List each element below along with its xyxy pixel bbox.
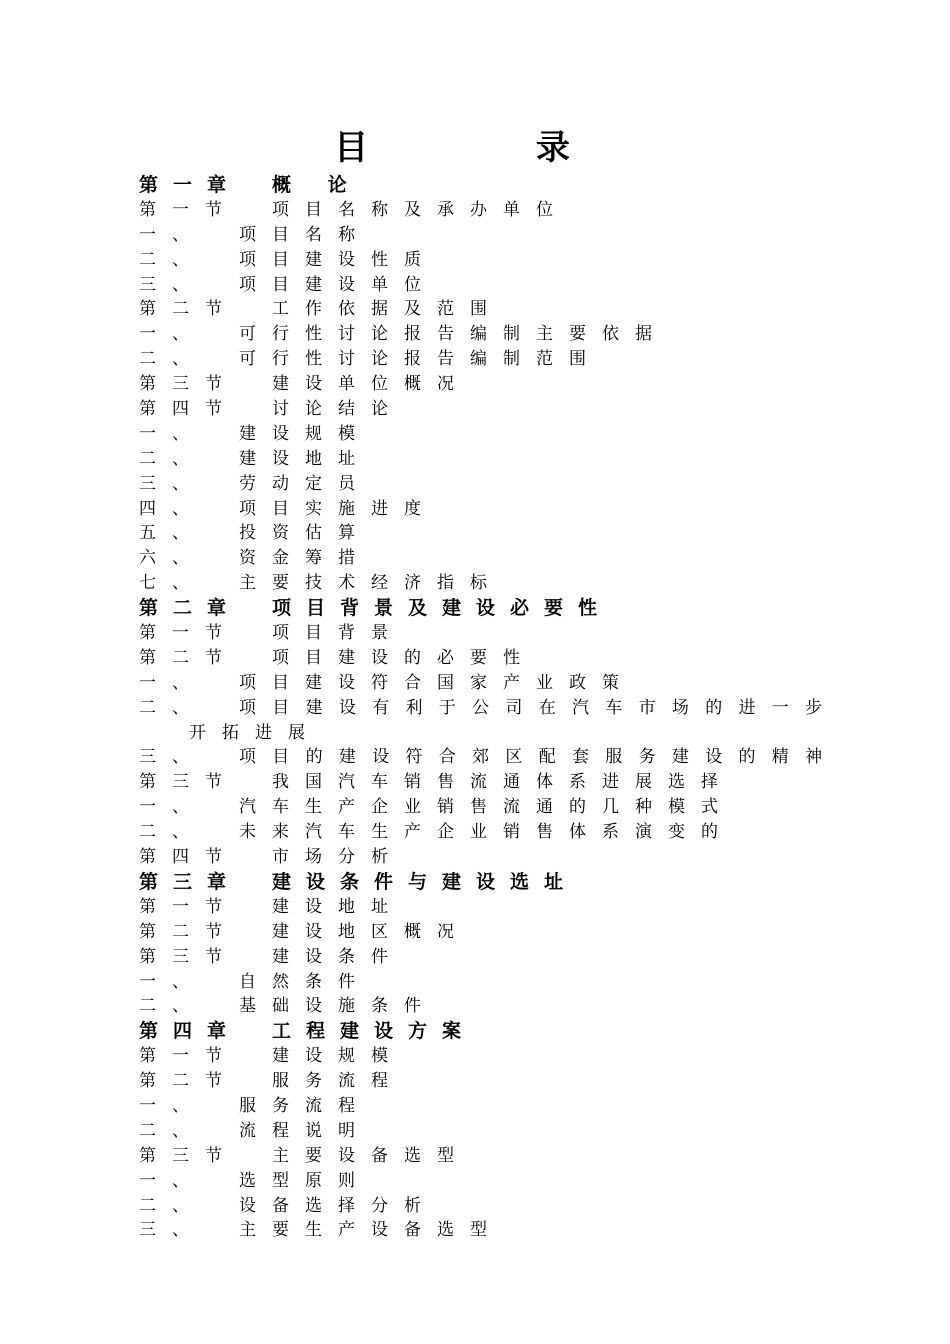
toc-entry-text: 资金筹措 — [239, 548, 371, 569]
toc-entry-label: 二、 — [139, 349, 205, 370]
toc-entry-text: 项目的建设符合郊区配套服务建设的精神 — [239, 747, 839, 768]
toc-entry-label: 第三节 — [139, 946, 238, 967]
toc-entry-text: 市场分析 — [272, 847, 404, 868]
toc-entry-continuation — [139, 721, 859, 746]
toc-entry-label: 三、 — [139, 1220, 205, 1241]
toc-entry-text: 主要技术经济指标 — [239, 573, 503, 594]
toc-entry-label: 二、 — [139, 697, 205, 718]
toc-entry-text: 建设规模 — [239, 423, 371, 444]
toc-entry-label: 第四节 — [139, 847, 238, 868]
toc-entry-item — [139, 1194, 859, 1219]
toc-entry-item — [139, 571, 859, 596]
toc-entry-label: 第四节 — [139, 399, 238, 420]
toc-entry-text: 项目建设单位 — [239, 274, 437, 295]
toc-entry-section — [139, 297, 859, 322]
toc-entry-item — [139, 447, 859, 472]
toc-entry-label: 第二节 — [139, 299, 238, 320]
toc-entry-text: 工作依据及范围 — [272, 299, 503, 320]
toc-entry-text: 建设条件 — [272, 946, 404, 967]
toc-entry-text: 可行性讨论报告编制范围 — [239, 349, 602, 370]
toc-entry-item — [139, 546, 859, 571]
toc-entry-section — [139, 1044, 859, 1069]
toc-entry-text: 劳动定员 — [239, 473, 371, 494]
toc-entry-label: 第一节 — [139, 623, 238, 644]
toc-title: 目 录 — [334, 128, 648, 168]
toc-entry-section — [139, 621, 859, 646]
toc-entry-section — [139, 372, 859, 397]
toc-entry-section — [139, 646, 859, 671]
toc-entry-label: 一、 — [139, 423, 205, 444]
toc-entry-label: 三、 — [139, 473, 205, 494]
toc-entry-label: 二、 — [139, 996, 205, 1017]
toc-entry-text: 项目实施进度 — [239, 498, 437, 519]
toc-entry-text: 建设单位概况 — [272, 374, 470, 395]
toc-entry-section — [139, 1144, 859, 1169]
toc-entry-chapter — [139, 870, 859, 895]
toc-entry-item — [139, 970, 859, 995]
toc-entry-item — [139, 223, 859, 248]
toc-entry-label: 三、 — [139, 274, 205, 295]
toc-entry-item — [139, 497, 859, 522]
toc-entry-label: 二、 — [139, 822, 205, 843]
toc-entry-text: 选型原则 — [239, 1170, 371, 1191]
toc-entry-label: 第四章 — [139, 1020, 242, 1043]
toc-entry-text: 建设地址 — [272, 896, 404, 917]
toc-entry-item — [139, 696, 859, 721]
toc-entry-text: 汽车生产企业销售流通的几种模式 — [239, 797, 734, 818]
toc-entry-text: 自然条件 — [239, 971, 371, 992]
toc-entry-text: 开拓进展 — [189, 722, 321, 743]
toc-entry-label: 一、 — [139, 1095, 205, 1116]
toc-entry-item — [139, 1094, 859, 1119]
toc-entry-item — [139, 1119, 859, 1144]
toc-entry-chapter — [139, 1019, 859, 1044]
toc-entry-label: 第三节 — [139, 374, 238, 395]
toc-entry-item — [139, 472, 859, 497]
toc-entry-text: 讨论结论 — [272, 399, 404, 420]
toc-entry-label: 一、 — [139, 1170, 205, 1191]
toc-entry-section — [139, 1069, 859, 1094]
toc-entry-text: 建设地区概况 — [272, 921, 470, 942]
toc-entry-item — [139, 273, 859, 298]
toc-entry-text: 项目建设有利于公司在汽车市场的进一步 — [239, 697, 839, 718]
toc-entry-label: 二、 — [139, 1120, 205, 1141]
toc-entry-text: 主要设备选型 — [272, 1145, 470, 1166]
toc-entry-text: 主要生产设备选型 — [239, 1220, 503, 1241]
toc-entry-text: 工程建设方案 — [272, 1020, 477, 1043]
toc-entry-text: 服务流程 — [272, 1071, 404, 1092]
toc-entry-text: 基础设施条件 — [239, 996, 437, 1017]
toc-entry-section — [139, 198, 859, 223]
toc-entry-item — [139, 347, 859, 372]
toc-entry-label: 第一节 — [139, 896, 238, 917]
toc-entry-label: 七、 — [139, 573, 205, 594]
toc-entry-item — [139, 745, 859, 770]
toc-entry-text: 概 论 — [272, 174, 362, 196]
toc-entry-label: 二、 — [139, 448, 205, 469]
toc-entry-text: 项目名称及承办单位 — [272, 199, 569, 220]
toc-entry-item — [139, 994, 859, 1019]
toc-entry-label: 五、 — [139, 523, 205, 544]
toc-entry-label: 一、 — [139, 224, 205, 245]
toc-entry-section — [139, 397, 859, 422]
toc-entry-text: 项目建设性质 — [239, 249, 437, 270]
toc-entry-item — [139, 795, 859, 820]
toc-entry-label: 一、 — [139, 672, 205, 693]
toc-entry-text: 项目建设的必要性 — [272, 647, 536, 668]
toc-entry-chapter — [139, 596, 859, 621]
toc-entry-label: 四、 — [139, 498, 205, 519]
toc-entry-item — [139, 1169, 859, 1194]
toc-entry-label: 二、 — [139, 1195, 205, 1216]
toc-entry-chapter — [139, 173, 859, 198]
toc-entry-text: 项目背景 — [272, 623, 404, 644]
toc-entry-section — [139, 920, 859, 945]
toc-entry-item — [139, 820, 859, 845]
toc-entry-label: 第三章 — [139, 870, 242, 893]
toc-entry-text: 我国汽车销售流通体系进展选择 — [272, 772, 734, 793]
toc-entry-label: 二、 — [139, 249, 205, 270]
toc-entry-label: 第二节 — [139, 647, 238, 668]
table-of-contents — [139, 173, 859, 1243]
toc-entry-text: 服务流程 — [239, 1095, 371, 1116]
toc-entry-item — [139, 322, 859, 347]
toc-entry-label: 第二节 — [139, 1071, 238, 1092]
toc-entry-item — [139, 422, 859, 447]
toc-entry-item — [139, 248, 859, 273]
toc-entry-label: 一、 — [139, 971, 205, 992]
toc-entry-item — [139, 671, 859, 696]
toc-entry-label: 一、 — [139, 324, 205, 345]
toc-entry-section — [139, 770, 859, 795]
toc-entry-label: 第三节 — [139, 772, 238, 793]
toc-entry-label: 第二节 — [139, 921, 238, 942]
toc-entry-label: 第一节 — [139, 199, 238, 220]
toc-entry-text: 建设条件与建设选址 — [272, 870, 579, 893]
toc-entry-label: 第一章 — [139, 174, 242, 196]
toc-entry-text: 项目建设符合国家产业政策 — [239, 672, 635, 693]
toc-entry-label: 第一节 — [139, 1046, 238, 1067]
toc-entry-text: 项目背景及建设必要性 — [272, 597, 613, 620]
toc-entry-label: 三、 — [139, 747, 205, 768]
toc-entry-label: 第二章 — [139, 597, 242, 620]
toc-entry-item — [139, 521, 859, 546]
toc-entry-label: 一、 — [139, 797, 205, 818]
toc-entry-text: 建设地址 — [239, 448, 371, 469]
toc-entry-label: 第三节 — [139, 1145, 238, 1166]
toc-entry-label: 六、 — [139, 548, 205, 569]
toc-entry-text: 流程说明 — [239, 1120, 371, 1141]
toc-entry-section — [139, 945, 859, 970]
toc-entry-text: 可行性讨论报告编制主要依据 — [239, 324, 668, 345]
toc-entry-text: 建设规模 — [272, 1046, 404, 1067]
toc-entry-text: 未来汽车生产企业销售体系演变的 — [239, 822, 734, 843]
toc-entry-item — [139, 1218, 859, 1243]
toc-entry-section — [139, 845, 859, 870]
toc-entry-text: 项目名称 — [239, 224, 371, 245]
toc-entry-section — [139, 895, 859, 920]
toc-entry-text: 设备选择分析 — [239, 1195, 437, 1216]
toc-entry-text: 投资估算 — [239, 523, 371, 544]
